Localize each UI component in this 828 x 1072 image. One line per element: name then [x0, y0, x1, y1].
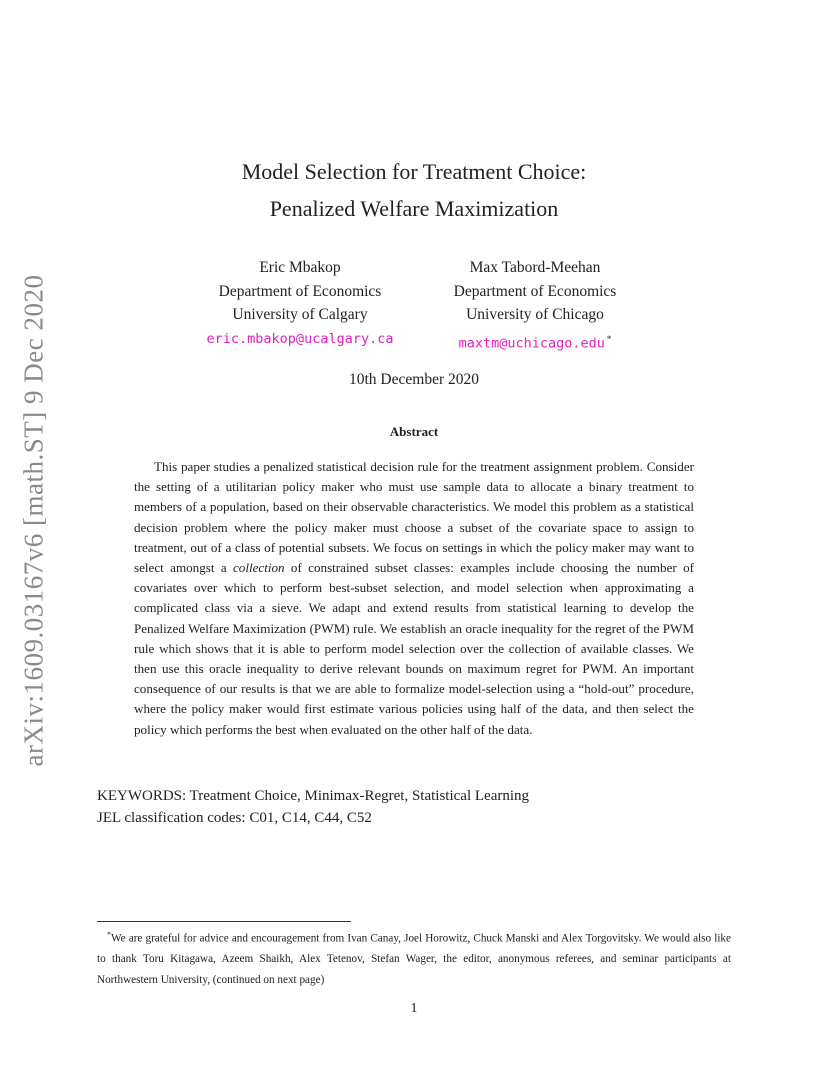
abstract-emphasis: collection: [232, 560, 285, 576]
abstract-body: [134, 457, 694, 740]
footnote-text: We are grateful for advice and encouragement from Ivan Canay, Joel Horowitz, Chuck Manski and Alex Torgovitsky. We would also like to thank Toru Kitagawa, Azeem Shaikh, Alex Tetenov, Stefan Wager, the editor, anonymous referees, and seminar participants at Northwestern University, (continued on next page): [97, 932, 731, 986]
abstract-text-part-2: of constrained subset classes: examples include choosing the number of covariates over which to perform best-subset selection, and model selection when approximating a complicated class via a sieve. We adapt and extend results from statistical learning to develop the Penalized Welfare Maximization (PWM) rule. We establish an oracle inequality for the regret of the PWM rule which shows that it is able to perform model selection over the collection of available classes. We then use this oracle inequality to derive relevant bounds on maximum regret for PWM. An important consequence of our results is that we are able to formalize model-selection using a “hold-out” procedure, where the policy maker would first estimate various policies using half of the data, and then select the policy which performs the best when evaluated on the other half of the data.: [134, 560, 694, 737]
footnote-marker[interactable]: *: [606, 333, 612, 344]
jel-codes-line: JEL classification codes: C01, C14, C44, C52: [97, 810, 372, 826]
keywords-section: [97, 785, 529, 829]
paper-title-line-2: Penalized Welfare Maximization: [269, 196, 559, 221]
author-name: Eric Mbakop: [259, 259, 341, 276]
paper-title-line-1: Model Selection for Treatment Choice:: [241, 159, 587, 184]
author-email-row: [430, 328, 640, 356]
footnote-divider: [97, 921, 351, 922]
author-email-link[interactable]: eric.mbakop@ucalgary.ca: [206, 330, 394, 347]
author-name: Max Tabord-Meehan: [469, 259, 601, 276]
publication-date: 10th December 2020: [349, 371, 479, 388]
author-department: Department of Economics: [218, 282, 382, 300]
footnote-mark: *: [107, 930, 111, 939]
footnote: [97, 925, 731, 990]
author-affiliation: University of Calgary: [232, 306, 368, 323]
arxiv-identifier-text: arXiv:1609.03167v6 [math.ST] 9 Dec 2020: [18, 274, 49, 766]
arxiv-identifier-stamp: [15, 274, 53, 766]
author-block-mbakop: [190, 256, 410, 351]
author-affiliation: University of Chicago: [466, 306, 604, 323]
author-department: Department of Economics: [453, 282, 617, 300]
page-number: 1: [410, 1001, 418, 1016]
author-email-link[interactable]: maxtm@uchicago.edu: [458, 335, 605, 351]
author-block-tabord-meehan: [430, 256, 640, 356]
abstract-heading: Abstract: [389, 424, 439, 439]
abstract-text-part-1: This paper studies a penalized statistical decision rule for the treatment assignment problem. Consider the setting of a utilitarian policy maker who must use sample data to allocate a binary treatment to members of a population, based on their observable characteristics. We model this problem as a statistical decision problem where the policy maker must choose a subset of the covariate space to assign to treatment, out of a class of potential subsets. We focus on settings in which the policy maker may want to select amongst a: [134, 459, 694, 576]
keywords-line: KEYWORDS: Treatment Choice, Minimax-Regret, Statistical Learning: [97, 788, 530, 804]
